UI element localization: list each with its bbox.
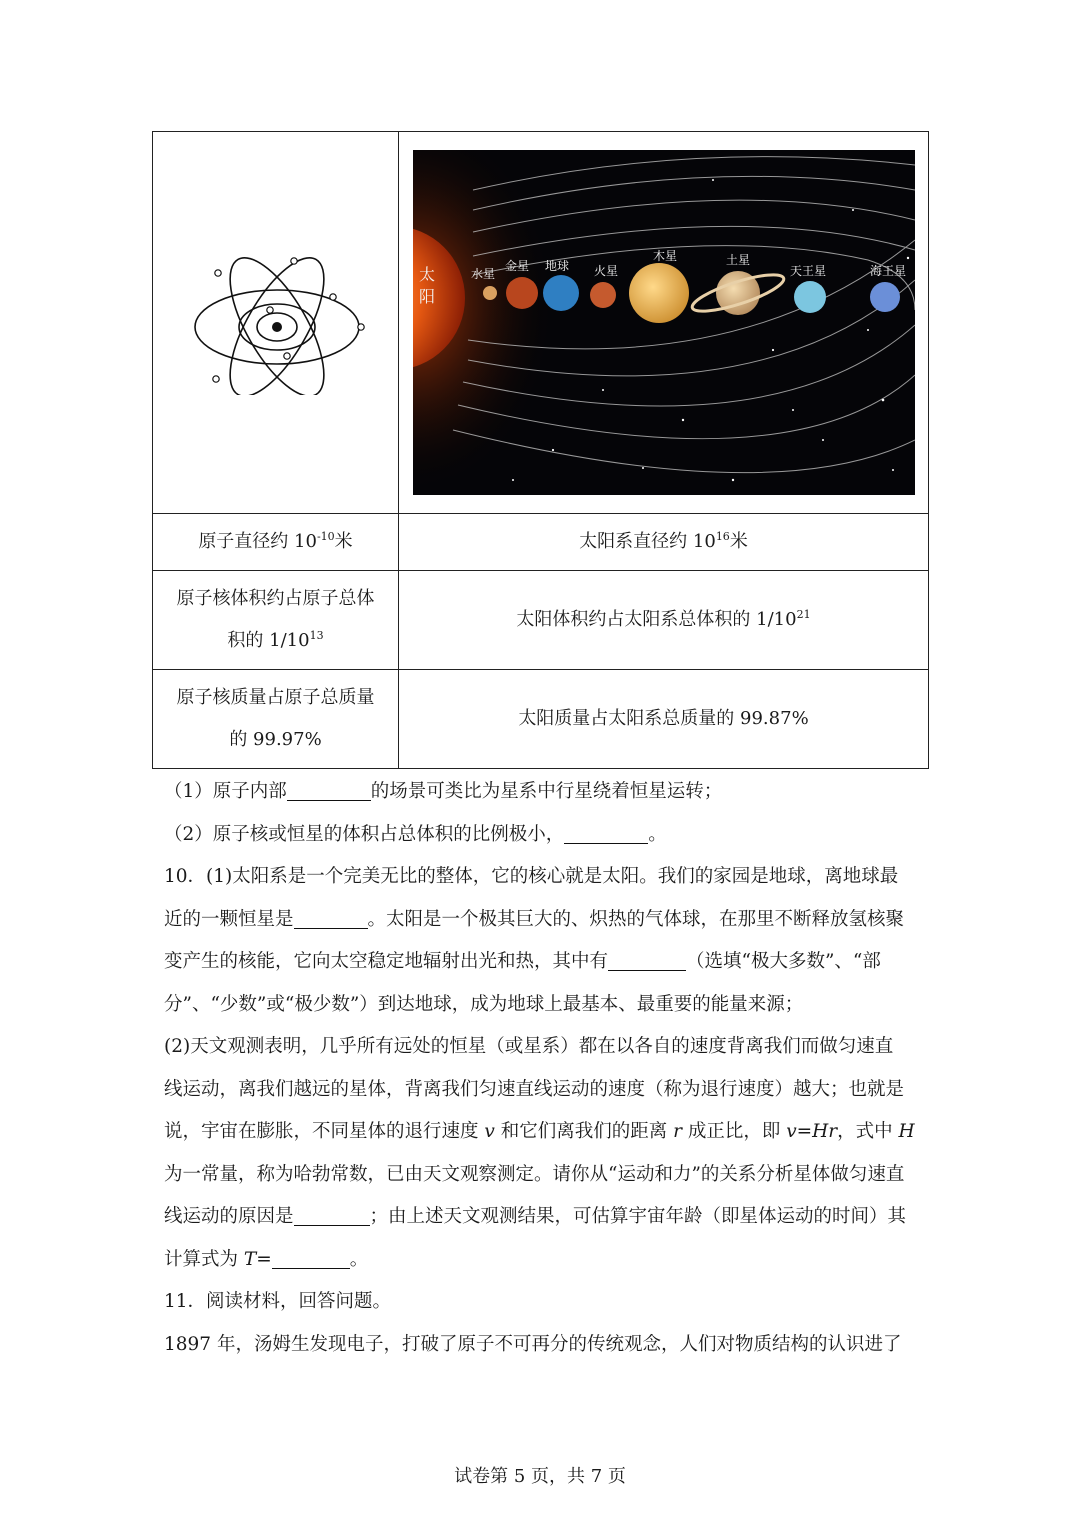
q10-line: 变产生的核能，它向太空稳定地辐射出光和热，其中有 （选填“极大多数”、“部 bbox=[164, 941, 924, 984]
electron bbox=[214, 269, 220, 275]
atom-model-cell bbox=[153, 132, 399, 514]
q10-line: 分”、“少数”或“极少数”）到达地球，成为地球上最基本、最重要的能量来源； bbox=[164, 993, 804, 1015]
solar-system-picture bbox=[413, 150, 915, 495]
question-10 bbox=[164, 856, 924, 1281]
planet-mercury bbox=[483, 286, 497, 300]
electron bbox=[212, 375, 218, 381]
table-row bbox=[153, 514, 929, 571]
q10-line: 计算式为 T= 。 bbox=[164, 1239, 924, 1282]
label-saturn: 土星 bbox=[725, 253, 750, 267]
label-venus: 金星 bbox=[504, 259, 529, 273]
planet-jupiter bbox=[629, 263, 689, 323]
answer-blank[interactable] bbox=[287, 776, 371, 801]
atom-diameter-cell: 原子直径约 $10^{-10}$米 bbox=[153, 514, 399, 571]
image-row bbox=[153, 132, 929, 514]
answer-blank[interactable] bbox=[608, 946, 686, 971]
answer-blank[interactable] bbox=[294, 904, 368, 929]
q9-part-1: （1）原子内部 的场景可类比为星系中行星绕着恒星运转； bbox=[164, 771, 924, 814]
answer-blank[interactable] bbox=[564, 819, 648, 844]
electron bbox=[290, 257, 296, 263]
sun-volume-cell: 太阳体积约占太阳系总体积的 $1/10^{21}$ bbox=[399, 571, 929, 670]
q10-line: 线运动的原因是 ；由上述天文观测结果，可估算宇宙年龄（即星体运动的时间）其 bbox=[164, 1196, 924, 1239]
table-row bbox=[153, 571, 929, 670]
planet-venus bbox=[506, 277, 538, 309]
question-11 bbox=[164, 1281, 924, 1366]
answer-blank[interactable] bbox=[294, 1201, 370, 1226]
label-jupiter: 木星 bbox=[652, 249, 677, 263]
label-earth: 地球 bbox=[544, 259, 569, 273]
atom-model-diagram bbox=[176, 235, 376, 395]
label-mercury: 水星 bbox=[470, 267, 495, 281]
sun-label-2: 阳 bbox=[418, 287, 435, 306]
label-mars: 火星 bbox=[593, 264, 618, 278]
planet-neptune bbox=[870, 282, 900, 312]
sun-mass-cell: 太阳质量占太阳系总质量的 99.87% bbox=[399, 670, 929, 769]
q10-line: (2)天文观测表明，几乎所有远处的恒星（或星系）都在以各自的速度背离我们而做匀速直 bbox=[164, 1036, 894, 1057]
atom-nucleus bbox=[272, 322, 282, 332]
question-9-parts bbox=[164, 771, 924, 856]
answer-blank[interactable] bbox=[272, 1244, 350, 1269]
solar-diameter-cell: 太阳系直径约 $10^{16}$米 bbox=[399, 514, 929, 571]
q11-line: 11．阅读材料，回答问题。 bbox=[164, 1291, 392, 1312]
planet-earth bbox=[543, 275, 579, 311]
nucleus-mass-cell: 原子核质量占原子总质量 的 99.97% bbox=[153, 670, 399, 769]
q10-line: 说，宇宙在膨胀，不同星体的退行速度 v 和它们离我们的距离 r 成正比，即 v=Hr，式中 H bbox=[164, 1121, 915, 1142]
page-footer: 试卷第 5 页，共 7 页 bbox=[454, 1466, 626, 1487]
electron bbox=[266, 306, 272, 312]
label-uranus: 天王星 bbox=[789, 264, 826, 278]
q11-line: 1897 年，汤姆生发现电子，打破了原子不可再分的传统观念，人们对物质结构的认识进了 bbox=[164, 1333, 902, 1355]
electron bbox=[357, 323, 363, 329]
q10-line: 为一常量，称为哈勃常数，已由天文观察测定。请你从“运动和力”的关系分析星体做匀速直 bbox=[164, 1163, 905, 1185]
planet-uranus bbox=[794, 281, 826, 313]
q9-part-2: （2）原子核或恒星的体积占总体积的比例极小， 。 bbox=[164, 814, 924, 857]
q10-line: 10．(1)太阳系是一个完美无比的整体，它的核心就是太阳。我们的家园是地球，离地球最 bbox=[164, 866, 899, 887]
sun-label-1: 太 bbox=[418, 265, 435, 284]
label-neptune: 海王星 bbox=[869, 264, 906, 278]
q10-line: 线运动，离我们越远的星体，背离我们匀速直线运动的速度（称为退行速度）越大；也就是 bbox=[164, 1078, 905, 1100]
electron bbox=[283, 352, 289, 358]
q10-line: 近的一颗恒星是 。太阳是一个极其巨大的、炽热的气体球，在那里不断释放氢核聚 bbox=[164, 899, 924, 942]
table-row bbox=[153, 670, 929, 769]
nucleus-volume-cell: 原子核体积约占原子总体 积的 $1/10^{13}$ bbox=[153, 571, 399, 670]
comparison-table bbox=[152, 131, 929, 769]
planet-mars bbox=[590, 282, 616, 308]
electron bbox=[329, 293, 335, 299]
solar-system-cell bbox=[399, 132, 929, 514]
